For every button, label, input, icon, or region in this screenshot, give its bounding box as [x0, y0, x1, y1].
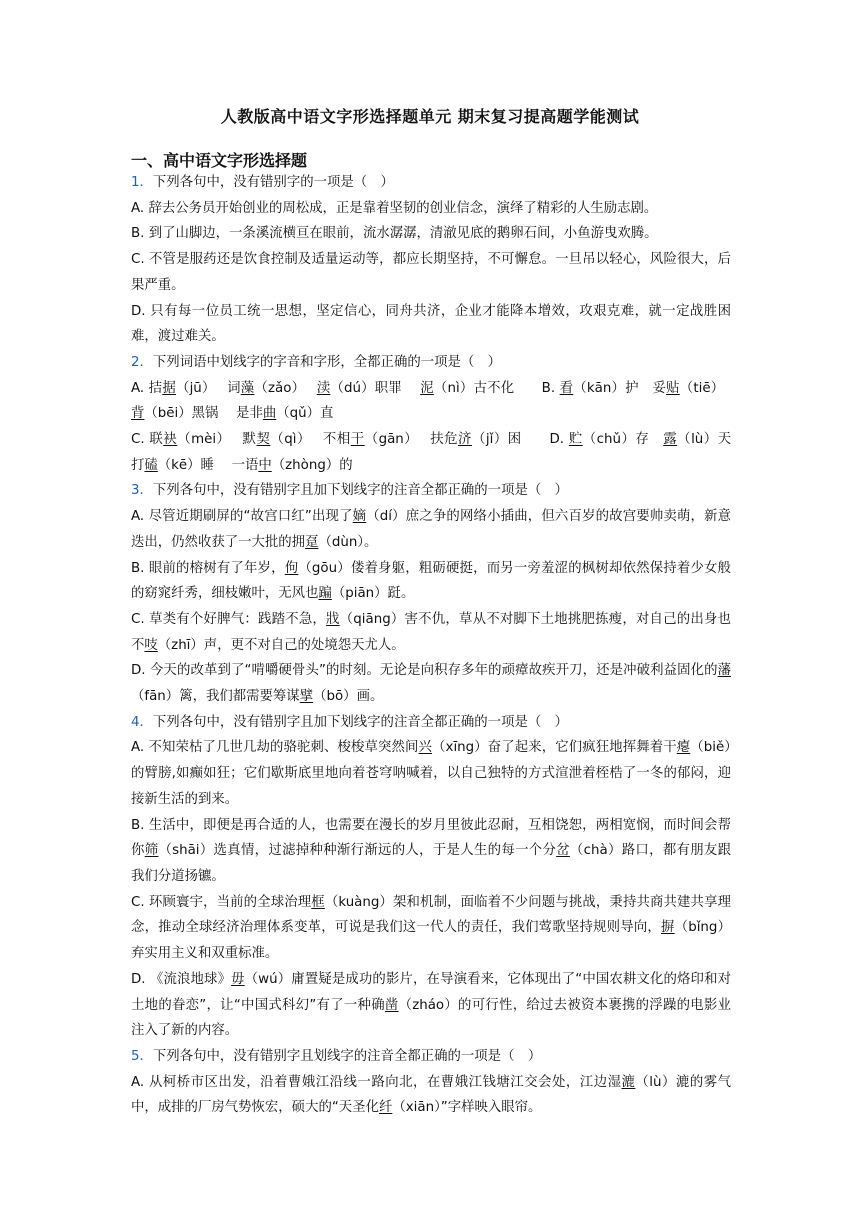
option-text: （zhòng）的: [271, 457, 353, 473]
underlined-character: 兴: [418, 740, 433, 756]
underlined-character: 看: [559, 380, 574, 396]
option-text: （zháo）的可行性，给过去被资本裹携的浮躁的电影业注入了新的内容。: [131, 997, 732, 1039]
underlined-character: 藻: [240, 380, 255, 396]
answer-option: [131, 427, 749, 478]
question-text: 下列各句中，没有错别字的一项是（ ）: [152, 175, 394, 190]
option-text: （bō）画。: [313, 689, 384, 705]
question-number: 3．: [131, 483, 153, 499]
option-text: （gōu）偻着身躯，粗砺硬挺，而另一旁羞涩的枫树却依然保持着少女般的窈窕纤秀，细枝嫩叶，无风也: [131, 560, 732, 602]
option-text: （zǎo）: [254, 380, 317, 396]
option-text: A. 尽管近期刷屏的“故宫口红”出现了: [131, 509, 353, 525]
option-text: （qǔ）直: [276, 406, 334, 422]
answer-option: [131, 299, 731, 350]
underlined-character: 趸: [305, 534, 319, 550]
answer-option: [131, 556, 731, 607]
option-text: A. 从柯桥市区出发，沿着曹娥江沿线一路向北，在曹娥江钱塘江交会处，江边湿: [131, 1074, 622, 1090]
answer-option: [131, 376, 731, 427]
option-text: B. 眼前的榕树有了年岁，: [131, 560, 285, 576]
underlined-character: 毋: [231, 971, 245, 987]
option-text: （xīng）奋了起来，它们疯狂地挥舞着干: [432, 740, 677, 756]
option-text: （wú）庸置疑是成功的影片，在导演看来，它体现出了“中国农耕文化的烙印和对土地的眷恋”，让“中国式科幻”有了一种确: [131, 971, 732, 1013]
option-text: （kān）护 妥: [573, 380, 667, 396]
option-text: B. 生活中，即便是再合适的人，也需要在漫长的岁月里彼此忍耐，互相饶恕，两相宽悯，而时间会帮你: [131, 817, 731, 859]
document-title: 人教版高中语文字形选择题单元 期末复习提高题学能测试: [220, 107, 640, 126]
option-text: （dùn）。: [318, 534, 378, 550]
answer-option: [131, 1070, 731, 1121]
underlined-character: 中: [258, 457, 272, 473]
underlined-character: 框: [311, 894, 325, 910]
option-text: （shāi）选真情，过滤掉种种渐行渐远的人，于是人生的每一个分: [158, 843, 557, 859]
answer-option: [131, 196, 731, 222]
underlined-character: 瘪: [676, 740, 691, 756]
question-number: 5．: [131, 1048, 153, 1064]
question-number: 4．: [131, 714, 153, 730]
section-heading: 一、高中语文字形选择题: [131, 151, 308, 170]
question-stem: [131, 1044, 731, 1070]
option-text: （kē）睡 一语: [157, 457, 259, 473]
answer-option: [131, 247, 731, 298]
option-text: （fān）篱，我们都需要筹谋: [131, 689, 300, 705]
option-text: D. 《流浪地球》: [131, 971, 232, 987]
answer-option: [131, 607, 731, 658]
underlined-character: 佝: [284, 560, 299, 576]
answer-option: [131, 658, 731, 709]
answer-option: [131, 890, 731, 967]
question-list: [131, 170, 749, 1121]
question-stem: [131, 350, 731, 376]
underlined-character: 贴: [666, 380, 680, 396]
option-text: （xiān）”字样映入眼帘。: [392, 1100, 542, 1116]
question-text: 下列词语中划线字的字音和字形，全都正确的一项是（ ）: [152, 354, 502, 370]
answer-option: [131, 221, 731, 247]
underlined-character: 袂: [163, 432, 178, 448]
question-stem: [131, 478, 731, 504]
underlined-character: 筛: [144, 843, 159, 859]
underlined-character: 纤: [378, 1100, 393, 1116]
option-text: （nì）古不化 B.: [433, 380, 560, 396]
underlined-character: 吱: [144, 637, 158, 653]
underlined-character: 蹁: [318, 586, 332, 602]
underlined-character: 藩: [717, 663, 731, 679]
question-text: 下列各句中，没有错别字且划线字的注音全都正确的一项是（ ）: [152, 1048, 542, 1064]
option-text: （chà）路口，都有朋友跟我们分道扬镳。: [131, 843, 732, 884]
underlined-character: 背: [131, 406, 145, 422]
underlined-character: 岔: [556, 843, 570, 859]
option-text: （tiē）: [679, 380, 732, 396]
option-text: （bǐng）弃实用主义和双重标准。: [131, 920, 731, 962]
option-text: D. 今天的改革到了“啃嚼硬骨头”的时刻。无论是向积存多年的顽瘴故疾开刀，还是冲破利益固化的: [131, 663, 718, 679]
option-text: C. 联: [131, 432, 164, 448]
underlined-character: 渎: [316, 380, 331, 396]
option-text: （kuàng）架和机制，面临着不少问题与挑战，秉持共商共建共享理念，推动全球经济治理体系变革，可说是我们这一代人的责任，我们莺歌坚持规则导向，: [131, 894, 731, 936]
option-text: （dí）庶之争的网络小插曲，但六百岁的故宫要帅卖萌，新意迭出，仍然收获了一大批的拥: [131, 509, 732, 550]
question-number: 1．: [131, 175, 153, 190]
option-text: A. 拮: [131, 380, 163, 396]
option-text: （lù）漉的雾气中，成排的厂房气势恢宏，硕大的“天圣化: [131, 1074, 732, 1116]
option-text: B. 到了山脚边，一条溪流横亘在眼前，流水潺潺，清澈见底的鹅卵石间，小鱼游曳欢腾。: [131, 226, 658, 242]
question-stem: [131, 710, 731, 736]
underlined-character: 摒: [661, 920, 675, 936]
option-text: （qì） 不相: [270, 432, 351, 448]
option-text: （qiāng）害不仇，草从不对脚下土地挑肥拣瘦，对自己的出身也不: [131, 611, 731, 653]
underlined-character: 济: [458, 432, 472, 448]
answer-option: [131, 813, 731, 890]
underlined-character: 漉: [621, 1074, 636, 1090]
underlined-character: 凿: [384, 997, 399, 1013]
underlined-character: 贮: [568, 432, 583, 448]
option-text: A. 辞去公务员开始创业的周松成，正是靠着坚韧的创业信念，演绎了精彩的人生励志剧。: [131, 200, 658, 216]
option-text: （biě）的臂膀,如癫如狂；它们歇斯底里地向着苍穹呐喊着，以自己独特的方式渲泄着桎梏了一冬的郁闷，迎接新生活的到来。: [131, 740, 731, 807]
option-text: （piān）跹。: [331, 586, 415, 602]
underlined-character: 露: [663, 432, 678, 448]
underlined-character: 泥: [420, 380, 434, 396]
underlined-character: 嫡: [352, 509, 367, 525]
underlined-character: 据: [162, 380, 176, 396]
option-text: C. 不管是服药还是饮食控制及适量运动等，都应长期坚持，不可懈怠。一旦吊以轻心，风险很大，后果严重。: [131, 252, 731, 293]
option-text: （jū） 词: [175, 380, 241, 396]
question-stem: [131, 170, 731, 196]
option-text: C. 环顾寰宇，当前的全球治理: [131, 894, 312, 910]
option-text: A. 不知荣枯了几世几劫的骆驼刺、梭梭草突然间: [131, 740, 419, 756]
underlined-character: 干: [350, 432, 365, 448]
underlined-character: 戕: [326, 611, 340, 627]
option-text: （bēi）黑锅 是非: [144, 406, 263, 422]
option-text: （zhī）声，更不对自己的处境怨天尤人。: [157, 637, 405, 653]
answer-option: [131, 967, 731, 1044]
underlined-character: 曲: [262, 406, 277, 422]
question-text: 下列各句中，没有错别字且加下划线字的注音全都正确的一项是（ ）: [152, 483, 569, 499]
underlined-character: 擘: [299, 689, 314, 705]
answer-option: [131, 504, 731, 555]
option-text: （gān） 扶危: [364, 432, 459, 448]
option-text: （chǔ）存: [582, 432, 664, 448]
option-text: D. 只有每一位员工统一思想，坚定信心，同舟共济，企业才能降本增效，攻艰克难，就一定战胜困难，渡过难关。: [131, 303, 731, 345]
option-text: C. 草类有个好脾气：践踏不急，: [131, 611, 327, 627]
underlined-character: 磕: [144, 457, 158, 473]
option-text: （dú）职罪: [330, 380, 421, 396]
question-text: 下列各句中，没有错别字且加下划线字的注音全都正确的一项是（ ）: [152, 714, 569, 730]
option-text: （jǐ）困 D.: [471, 432, 569, 448]
option-text: （mèi） 默: [177, 432, 257, 448]
underlined-character: 契: [256, 432, 271, 448]
question-number: 2．: [131, 354, 153, 370]
answer-option: [131, 735, 731, 812]
option-text: （lù）天 打: [131, 432, 749, 473]
